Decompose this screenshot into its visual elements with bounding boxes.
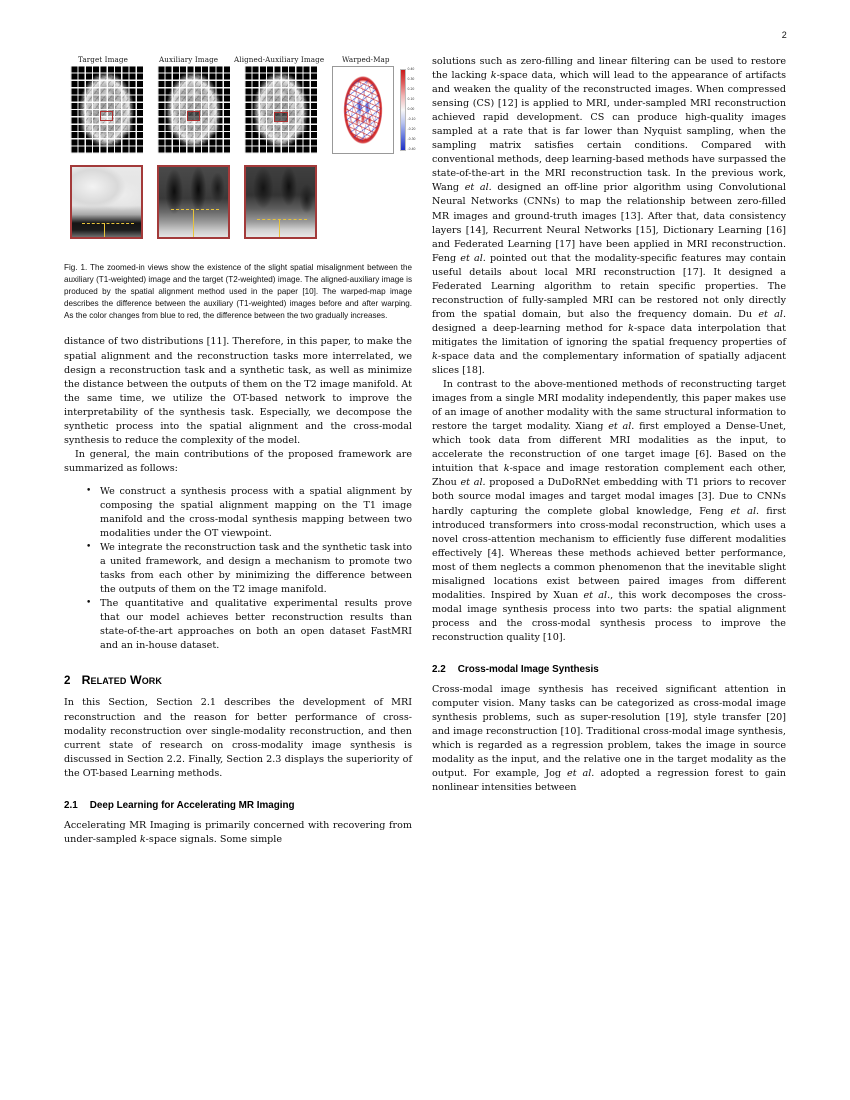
subsection-heading-2-2	[432, 664, 786, 675]
colorbar-tick: 0.00	[407, 107, 415, 111]
brain-panel-aligned-auxiliary	[244, 66, 317, 154]
page-number: 2	[781, 30, 787, 40]
left-column	[64, 55, 416, 847]
deformation-grid-target	[70, 66, 143, 154]
text-run: designed a deep-learning method for	[432, 322, 629, 334]
list-item	[86, 485, 412, 541]
alignment-dashed-line-aligned	[257, 219, 307, 220]
figure-bottom-row	[64, 165, 412, 251]
math-k: k	[139, 833, 146, 845]
math-k: k	[432, 350, 438, 362]
left-paragraph-1: distance of two distributions [11]. Therefore, in this paper, to make the spatial alignment and the reconstruction tasks more interrelated, we design a reconstruction task and a synthetic task, as well as minimize the distance between the outputs of them on the T2 image manifold. At the same time, we utilize the OT-based network to improve the interpretability of the synthesis task. Especially, we decompose the synthetic process into the spatial alignment and the cross-modal synthesis to reduce the complexity of the model.	[64, 336, 412, 446]
deformation-grid-aligned	[244, 66, 317, 154]
text-run: , this work decomposes the cross-modal image synthesis process into two parts: the spatial alignment process and the cross-modal synthesis process to improve the reconstruction quality [10].	[432, 589, 786, 643]
alignment-dashed-line-auxiliary	[171, 209, 219, 210]
et-al: et al.	[567, 768, 595, 780]
subsection-number: 2.2	[432, 663, 446, 675]
text-run: pointed out that the modality-specific features may contain useful details about local MRI reconstruction [17]. It designed a Federated Learning algorithm to retain specific properties. The reconstruction of fully-sampled MRI can be restored not only directly from the spatial domain, but also the frequency domain. Du	[432, 252, 787, 320]
subsection-heading-2-1	[64, 800, 412, 811]
text-run: -space and image restoration complement each other, Zhou	[432, 463, 786, 489]
math-k: k	[490, 70, 497, 82]
text-run: first employed a Dense-Unet, which took data from different MRI modalities as the input, to accelerate the reconstruction of one target image [6]. Based on the intuition that	[432, 421, 787, 475]
alignment-vertical-line-aligned	[279, 219, 280, 238]
subsection-number: 2.1	[64, 799, 78, 811]
roi-box-target	[100, 111, 113, 121]
text-run: Accelerating MR Imaging is primarily concerned with recovering from under-sampled	[64, 819, 412, 845]
bullet-icon: •	[86, 485, 92, 496]
zoom-panel-target	[70, 165, 143, 239]
alignment-dashed-line-target	[82, 223, 134, 224]
warped-map-detail	[333, 67, 393, 153]
subsection-title: Deep Learning for Accelerating MR Imaging	[89, 799, 295, 811]
brain-panel-target	[70, 66, 143, 154]
text-run: first introduced transformers into cross-modal reconstruction, which uses a novel cross-attention mechanism to efficiently fuse different modalities effectively [4]. Whereas these methods achieved better performance, most of them neglects a common phenomenon that the inevitable slight misaligned locations exist between paired images from different modalities. Inspired by Xuan	[432, 505, 786, 601]
et-al: et al.	[460, 477, 486, 489]
colorbar-tick-labels	[406, 69, 428, 151]
panel-label-warped-map: Warped-Map	[342, 55, 390, 64]
text-run: designed an off-line prior algorithm using Convolutional Neural Networks (CNNs) to map the relationship between zero-filled MR images and ground-truth images [13]. After that, data consistency layers [14], Recurrent Neural Networks [15], Dictionary Learning [16] and Federated Learning [17] have been applied in MRI reconstruction. Feng	[432, 182, 786, 264]
roi-box-aligned	[274, 112, 288, 122]
bullet-icon: •	[86, 542, 92, 553]
text-run: -space signals. Some simple	[145, 833, 283, 845]
colorbar-tick: -0.20	[407, 127, 416, 131]
colorbar-tick: 0.20	[407, 87, 415, 91]
et-al: et al.	[583, 589, 611, 601]
text-run: -space data and the complementary information of spatially adjacent slices [18].	[432, 350, 786, 377]
brain-panel-auxiliary	[157, 66, 230, 154]
math-k: k	[628, 322, 634, 334]
list-item-text: The quantitative and qualitative experimental results prove that our model achieves better reconstruction results than state-of-the-art approaches on both an open dataset FastMRI and an in-house dataset.	[100, 598, 412, 652]
zoom-panel-auxiliary	[157, 165, 230, 239]
et-al: et al.	[608, 421, 635, 433]
list-item-text: We construct a synthesis process with a spatial alignment by composing the spatial alignment mapping on the T1 image manifold and the cross-modal synthesis mapping between two modalities under the OT viewpoint.	[100, 485, 412, 540]
panel-label-auxiliary: Auxiliary Image	[159, 55, 219, 64]
alignment-vertical-line-target	[104, 223, 105, 238]
text-run: In contrast to the above-mentioned methods of reconstructing target images from a single MRI modality independently, this paper makes use of an image of another modality with the same structural information to restore the target modality. Xiang	[432, 379, 786, 433]
figure-caption: Fig. 1. The zoomed-in views show the existence of the slight spatial misalignment between the auxiliary (T1-weighted) image and the target (T2-weighted) image. The aligned-auxiliary image is produced by the spatial alignment method used in the paper [10]. The warped-map image describes the difference between the auxiliary (T1-weighted) images before and after warping. As the color changes from blue to red, the difference between the two gradually increases.	[64, 263, 412, 320]
text-run: adopted a regression forest to gain nonlinear intensities between	[432, 768, 786, 794]
zoom-panel-aligned-auxiliary	[244, 165, 317, 239]
bullet-icon: •	[86, 598, 92, 609]
text-run: solutions such as zero-filling and linear filtering can be used to restore the lacking	[432, 56, 786, 82]
subsection-title: Cross-modal Image Synthesis	[457, 663, 599, 675]
left-paragraph-2: In general, the main contributions of the proposed framework are summarized as follows:	[64, 448, 412, 474]
right-paragraph-2	[432, 378, 786, 645]
colorbar-tick: 0.30	[407, 77, 415, 81]
right-paragraph-2-2	[432, 683, 786, 795]
et-al: et al.	[758, 308, 786, 320]
math-k: k	[503, 463, 510, 475]
section-heading-related-work	[64, 673, 412, 687]
text-run: proposed a DuDoRNet embedding with T1 priors to recover both source modal images and target modal images [3]. Due to CNNs hardly capturing the complete global knowledge, Feng	[432, 477, 786, 517]
alignment-vertical-line-auxiliary	[193, 209, 194, 237]
colorbar-tick: -0.10	[407, 117, 416, 121]
colorbar-tick: 0.40	[407, 67, 415, 71]
list-item-text: We integrate the reconstruction task and the synthetic task into a united framework, and design a mechanism to promote two tasks from each other by minimizing the difference between the outputs of them on the T2 image manifold.	[100, 542, 412, 596]
et-al: et al.	[464, 182, 492, 194]
text-run: -space data, which will lead to the appearance of artifacts and weaken the quality of the reconstructed images. When compressed sensing (CS) [12] is applied to MRI, under-sampled MRI reconstruction achieved rapid development. CS can produce high-quality images sampled at a rate that is far lower than Nyquist sampling, when the sampling matrix satisfies certain conditions. Compared with conventional methods, deep learning-based methods have surpassed the state-of-the-art in the MRI reconstruction task. In the previous work, Wang	[432, 70, 786, 194]
colorbar	[400, 69, 428, 151]
colorbar-tick: -0.40	[407, 147, 416, 151]
contributions-list	[64, 485, 412, 654]
deformation-grid-auxiliary	[157, 66, 230, 154]
text-run: Cross-modal image synthesis has received significant attention in computer vision. Many tasks can be categorized as cross-modal image synthesis problems, such as super-resolution [19], style transfer [20] and image reconstruction [10]. Traditional cross-modal image synthesis, which is regarded as a regression problem, takes the image in source modality as the input, and the relative one in the target modality as the output. For example, Jog	[432, 683, 786, 780]
colorbar-tick: 0.10	[407, 97, 415, 101]
right-column	[432, 55, 786, 795]
list-item	[86, 541, 412, 597]
roi-box-auxiliary	[187, 111, 200, 121]
figure-top-row	[64, 55, 416, 163]
section-number: 2	[64, 674, 71, 688]
figure-1	[64, 55, 416, 321]
section-title: Related Work	[81, 673, 162, 688]
et-al: et al.	[730, 505, 760, 517]
text-run: -space data interpolation that mitigates the limitation of ignoring the spatial frequency properties of	[432, 322, 786, 348]
colorbar-tick: -0.30	[407, 137, 416, 141]
left-paragraph-2-1	[64, 819, 412, 847]
warped-map-panel	[332, 66, 394, 154]
left-paragraph-section2: In this Section, Section 2.1 describes the development of MRI reconstruction and the reason for better performance of cross-modality reconstruction over single-modality reconstruction, and then current state of research on cross-modality image synthesis is discussed in Section 2.2. Finally, Section 2.3 displays the superiority of the OT-based Learning methods.	[64, 697, 412, 779]
list-item	[86, 597, 412, 653]
panel-label-aligned-auxiliary: Aligned-Auxiliary Image	[234, 55, 325, 64]
et-al: et al.	[460, 252, 486, 264]
panel-label-target: Target Image	[78, 55, 128, 64]
right-paragraph-1	[432, 55, 786, 378]
